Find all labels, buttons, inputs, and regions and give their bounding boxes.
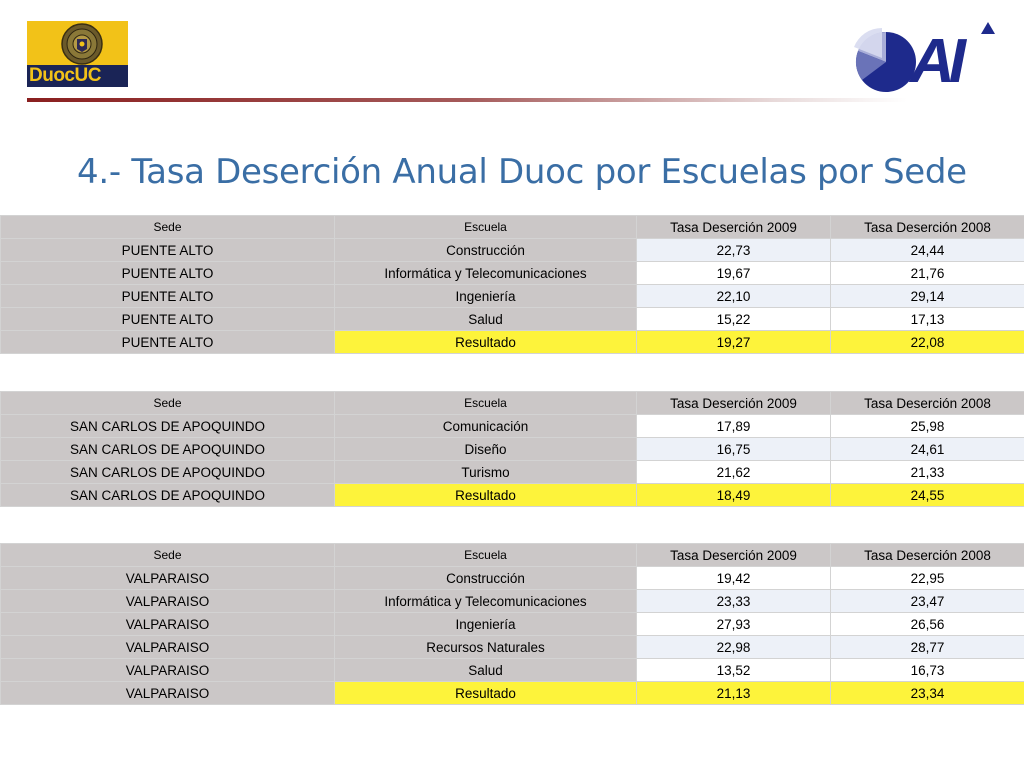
cell-tasa-2009: 22,10 [637,285,831,308]
table-row-resultado [1,331,1024,354]
cell-escuela: Recursos Naturales [335,636,637,659]
table-san-carlos [0,391,1024,507]
cell-tasa-2009: 19,42 [637,567,831,590]
cell-tasa-2009: 15,22 [637,308,831,331]
cell-tasa-2009: 27,93 [637,613,831,636]
cell-tasa-2009: 13,52 [637,659,831,682]
table-row [1,636,1024,659]
cell-tasa-2008: 23,34 [831,682,1024,705]
col-header-escuela: Escuela [335,392,637,415]
cell-escuela-resultado: Resultado [335,331,637,354]
cell-tasa-2008: 17,13 [831,308,1024,331]
cell-sede: VALPARAISO [1,659,335,682]
cell-escuela: Informática y Telecomunicaciones [335,590,637,613]
cell-tasa-2008: 22,08 [831,331,1024,354]
cell-tasa-2008: 22,95 [831,567,1024,590]
cell-sede: VALPARAISO [1,590,335,613]
cell-tasa-2008: 24,61 [831,438,1024,461]
cell-tasa-2009: 19,67 [637,262,831,285]
duoc-uc-logo [27,21,128,87]
table-header-row [1,544,1024,567]
cell-sede: PUENTE ALTO [1,331,335,354]
table-puente-alto [0,215,1024,354]
cell-sede: SAN CARLOS DE APOQUINDO [1,415,335,438]
cell-tasa-2009: 19,27 [637,331,831,354]
table-row [1,308,1024,331]
cell-escuela: Salud [335,308,637,331]
col-header-sede: Sede [1,544,335,567]
cell-tasa-2008: 29,14 [831,285,1024,308]
cell-sede: VALPARAISO [1,567,335,590]
cell-sede: VALPARAISO [1,682,335,705]
col-header-tasa-2008: Tasa Deserción 2008 [831,216,1024,239]
table-row [1,262,1024,285]
dai-wordmark: AI [910,27,960,96]
cell-escuela: Construcción [335,239,637,262]
cell-escuela: Ingeniería [335,285,637,308]
cell-sede: SAN CARLOS DE APOQUINDO [1,438,335,461]
col-header-sede: Sede [1,216,335,239]
table-row-resultado [1,484,1024,507]
cell-sede: PUENTE ALTO [1,285,335,308]
table-valparaiso [0,543,1024,705]
cell-escuela: Ingeniería [335,613,637,636]
cell-tasa-2009: 21,62 [637,461,831,484]
slide-title: 4.- Tasa Deserción Anual Duoc por Escuelas por Sede [77,152,967,192]
cell-tasa-2009: 17,89 [637,415,831,438]
col-header-sede: Sede [1,392,335,415]
col-header-escuela: Escuela [335,544,637,567]
cell-tasa-2008: 26,56 [831,613,1024,636]
university-seal-icon [47,21,117,67]
cell-tasa-2009: 21,13 [637,682,831,705]
col-header-tasa-2008: Tasa Deserción 2008 [831,544,1024,567]
header-divider [27,98,907,102]
cell-tasa-2008: 24,55 [831,484,1024,507]
col-header-tasa-2008: Tasa Deserción 2008 [831,392,1024,415]
cell-tasa-2009: 22,98 [637,636,831,659]
cell-sede: PUENTE ALTO [1,308,335,331]
cell-escuela: Salud [335,659,637,682]
cell-escuela-resultado: Resultado [335,484,637,507]
cell-tasa-2009: 22,73 [637,239,831,262]
cell-tasa-2008: 21,76 [831,262,1024,285]
cell-sede: PUENTE ALTO [1,262,335,285]
cell-sede: VALPARAISO [1,613,335,636]
cell-sede: SAN CARLOS DE APOQUINDO [1,484,335,507]
cell-escuela: Construcción [335,567,637,590]
cell-sede: PUENTE ALTO [1,239,335,262]
cell-tasa-2009: 18,49 [637,484,831,507]
cell-escuela: Turismo [335,461,637,484]
table-row [1,285,1024,308]
table-row [1,461,1024,484]
col-header-tasa-2009: Tasa Deserción 2009 [637,392,831,415]
cell-escuela: Comunicación [335,415,637,438]
col-header-tasa-2009: Tasa Deserción 2009 [637,544,831,567]
cell-sede: SAN CARLOS DE APOQUINDO [1,461,335,484]
table-row [1,590,1024,613]
table-header-row [1,392,1024,415]
table-row [1,613,1024,636]
col-header-tasa-2009: Tasa Deserción 2009 [637,216,831,239]
cell-escuela-resultado: Resultado [335,682,637,705]
cell-escuela: Diseño [335,438,637,461]
table-row [1,659,1024,682]
cell-tasa-2008: 16,73 [831,659,1024,682]
cell-escuela: Informática y Telecomunicaciones [335,262,637,285]
cell-tasa-2008: 28,77 [831,636,1024,659]
table-row [1,239,1024,262]
cell-tasa-2009: 23,33 [637,590,831,613]
dai-logo [852,18,1008,96]
cell-tasa-2008: 24,44 [831,239,1024,262]
dai-accent-icon [978,20,998,40]
table-row [1,567,1024,590]
table-row [1,438,1024,461]
table-row-resultado [1,682,1024,705]
table-row [1,415,1024,438]
cell-tasa-2008: 21,33 [831,461,1024,484]
cell-tasa-2008: 25,98 [831,415,1024,438]
cell-tasa-2009: 16,75 [637,438,831,461]
duoc-uc-wordmark: DuocUC [27,65,128,87]
cell-tasa-2008: 23,47 [831,590,1024,613]
col-header-escuela: Escuela [335,216,637,239]
cell-sede: VALPARAISO [1,636,335,659]
table-header-row [1,216,1024,239]
